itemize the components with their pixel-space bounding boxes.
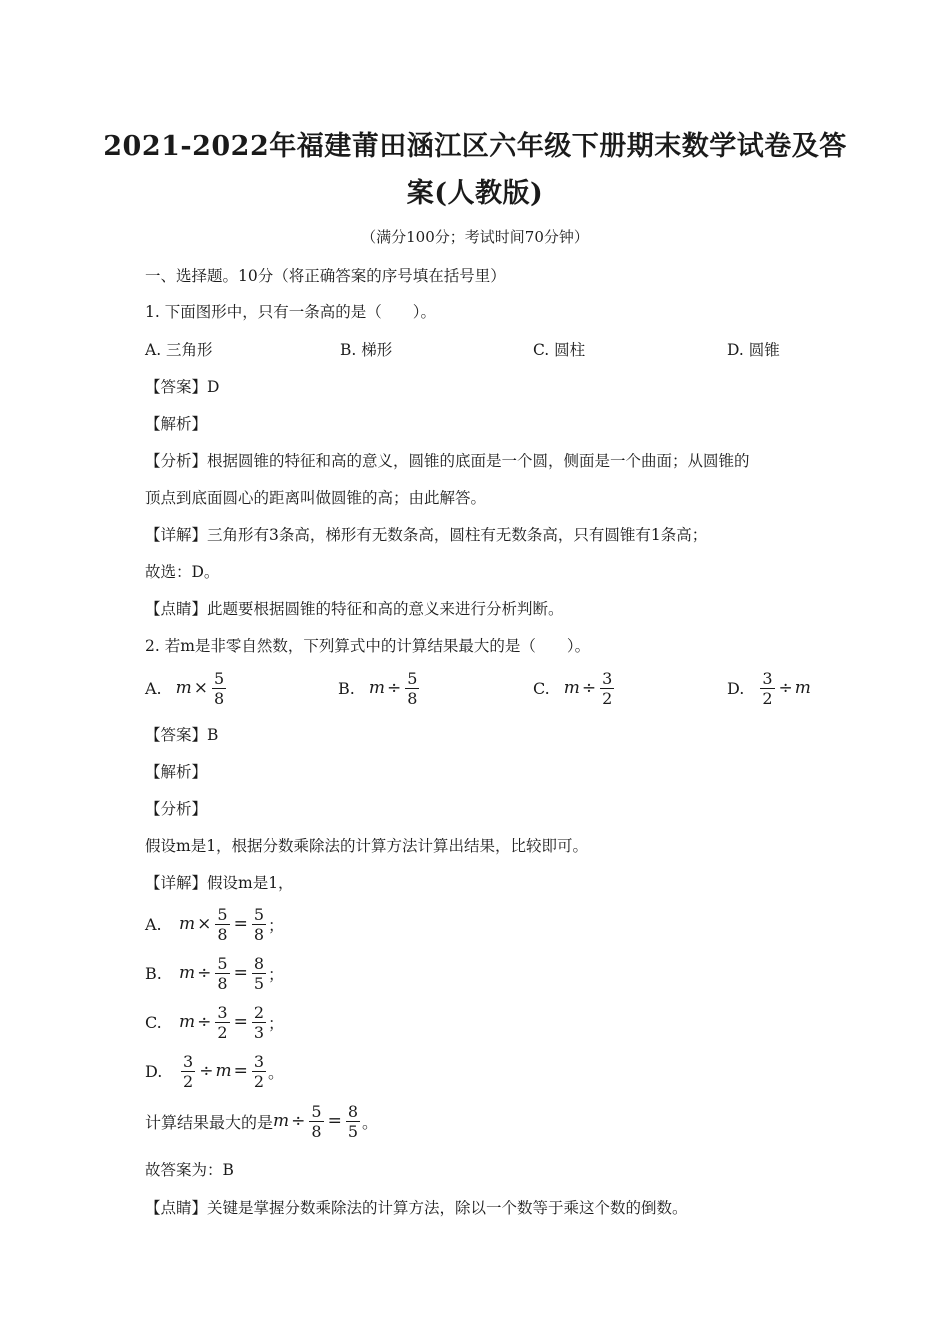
equals: = [233, 1011, 248, 1032]
step-label: C. [145, 1012, 162, 1032]
q2-option-b [338, 666, 421, 710]
denominator: 3 [253, 1022, 264, 1042]
fraction [252, 905, 266, 944]
step-label: A. [145, 914, 162, 934]
q2-jiexi: 【解析】 [145, 763, 208, 781]
equals: = [233, 962, 248, 983]
operator: ÷ [197, 1011, 212, 1032]
numerator: 3 [183, 1051, 194, 1071]
denominator: 8 [214, 688, 225, 708]
operator: × [193, 677, 209, 698]
denominator: 2 [253, 1071, 264, 1091]
operator: ÷ [197, 962, 212, 983]
q2-answer: 【答案】B [145, 726, 219, 744]
fraction [252, 1003, 266, 1042]
q2-option-d-math [758, 669, 811, 708]
title-line-1: 2021-2022年福建莆田涵江区六年级下册期末数学试卷及答 [103, 131, 847, 162]
q2-option-a-math [176, 669, 229, 708]
q2-xiangjie: 【详解】假设m是1， [145, 874, 294, 892]
q2-option-b-math [369, 669, 422, 708]
denominator: 2 [602, 688, 613, 708]
operator: ÷ [199, 1060, 214, 1081]
fraction [215, 1003, 229, 1042]
q2-step-d [145, 1049, 284, 1093]
numerator: 5 [217, 904, 228, 924]
q1-jiexi: 【解析】 [145, 415, 208, 433]
q2-option-b-label: B. [338, 678, 355, 698]
q1-stem: 1. 下面图形中，只有一条高的是（ ）。 [145, 303, 436, 321]
punctuation: ； [268, 915, 285, 935]
q1-fenxi-line-2: 顶点到底面圆心的距离叫做圆锥的高；由此解答。 [145, 489, 487, 507]
equals: = [233, 913, 248, 934]
denominator: 8 [217, 924, 228, 944]
numerator: 2 [253, 1002, 264, 1022]
var-m: m [175, 677, 192, 698]
fraction [212, 669, 226, 708]
fraction [405, 669, 419, 708]
title-line-2: 案(人教版) [406, 178, 544, 209]
numerator: 3 [217, 1002, 228, 1022]
q2-stem: 2. 若m是非零自然数，下列算式中的计算结果最大的是（ ）。 [145, 637, 591, 655]
q1-xiangjie: 【详解】三角形有3条高，梯形有无数条高，圆柱有无数条高，只有圆锥有1条高； [145, 526, 708, 544]
section-heading: 一、选择题。10分（将正确答案的序号填在括号里） [145, 267, 506, 285]
q1-guxuan: 故选：D。 [145, 563, 220, 581]
punctuation: 。 [362, 1112, 379, 1132]
fraction [346, 1102, 360, 1141]
fraction [215, 905, 229, 944]
var-m: m [273, 1110, 290, 1131]
q2-option-d-label: D. [727, 678, 745, 698]
denominator: 5 [253, 973, 264, 993]
denominator: 8 [217, 973, 228, 993]
fraction [252, 1052, 266, 1091]
numerator: 8 [347, 1101, 359, 1121]
numerator: 5 [407, 668, 418, 688]
var-m: m [563, 677, 580, 698]
q2-step-a [145, 902, 284, 946]
q2-fenxi-text: 假设m是1，根据分数乘除法的计算方法计算出结果，比较即可。 [145, 837, 589, 855]
operator: ÷ [778, 677, 793, 698]
q2-final: 故答案为：B [145, 1161, 234, 1179]
q2-step-b [145, 951, 284, 995]
var-m: m [368, 677, 385, 698]
operator: ÷ [581, 677, 597, 698]
equals: = [327, 1110, 342, 1131]
denominator: 8 [253, 924, 264, 944]
var-m: m [215, 1060, 232, 1081]
q2-step-c [145, 1000, 284, 1044]
step-label: B. [145, 963, 162, 983]
numerator: 5 [253, 904, 264, 924]
operator: × [197, 913, 212, 934]
q2-conclusion [145, 1099, 378, 1143]
numerator: 5 [217, 953, 228, 973]
numerator: 8 [253, 953, 264, 973]
numerator: 3 [602, 668, 613, 688]
q2-option-a [145, 666, 228, 710]
q2-option-c-math [564, 669, 617, 708]
fraction [760, 669, 774, 708]
numerator: 3 [762, 668, 773, 688]
subtitle: （满分100分；考试时间70分钟） [361, 228, 589, 246]
numerator: 3 [253, 1051, 264, 1071]
var-m: m [794, 677, 811, 698]
fraction [252, 954, 266, 993]
q1-fenxi-line-1: 【分析】根据圆锥的特征和高的意义，圆锥的底面是一个圆，侧面是一个曲面；从圆锥的 [145, 452, 750, 470]
denominator: 2 [217, 1022, 228, 1042]
step-b-math [179, 954, 268, 993]
q2-option-d [727, 666, 811, 710]
q1-option-b: B. 梯形 [340, 341, 393, 359]
punctuation: ； [268, 1013, 285, 1033]
conclusion-math [273, 1102, 362, 1141]
fraction [181, 1052, 195, 1091]
fraction [600, 669, 614, 708]
q2-fenxi: 【分析】 [145, 800, 208, 818]
q2-option-c [533, 666, 616, 710]
operator: ÷ [386, 677, 402, 698]
numerator: 5 [214, 668, 225, 688]
q1-option-a: A. 三角形 [145, 341, 213, 359]
denominator: 8 [407, 688, 418, 708]
q1-option-c: C. 圆柱 [533, 341, 586, 359]
q1-answer: 【答案】D [145, 378, 220, 396]
q1-dianjing: 【点睛】此题要根据圆锥的特征和高的意义来进行分析判断。 [145, 600, 564, 618]
denominator: 2 [762, 688, 773, 708]
step-c-math [179, 1003, 268, 1042]
step-label: D. [145, 1061, 163, 1081]
operator: ÷ [291, 1110, 306, 1131]
step-a-math [179, 905, 268, 944]
var-m: m [179, 1011, 196, 1032]
denominator: 5 [347, 1121, 359, 1141]
fraction [309, 1102, 323, 1141]
step-d-math [179, 1052, 268, 1091]
denominator: 2 [183, 1071, 194, 1091]
numerator: 5 [311, 1101, 322, 1121]
q2-option-c-label: C. [533, 678, 550, 698]
q1-option-d: D. 圆锥 [727, 341, 780, 359]
punctuation: 。 [268, 1062, 285, 1082]
equals: = [233, 1060, 248, 1081]
fraction [215, 954, 229, 993]
punctuation: ； [268, 964, 285, 984]
var-m: m [179, 962, 196, 983]
conclusion-text: 计算结果最大的是 [145, 1112, 274, 1132]
denominator: 8 [311, 1121, 322, 1141]
q2-option-a-label: A. [145, 678, 162, 698]
q2-dianjing: 【点睛】关键是掌握分数乘除法的计算方法，除以一个数等于乘这个数的倒数。 [145, 1199, 688, 1217]
var-m: m [179, 913, 196, 934]
